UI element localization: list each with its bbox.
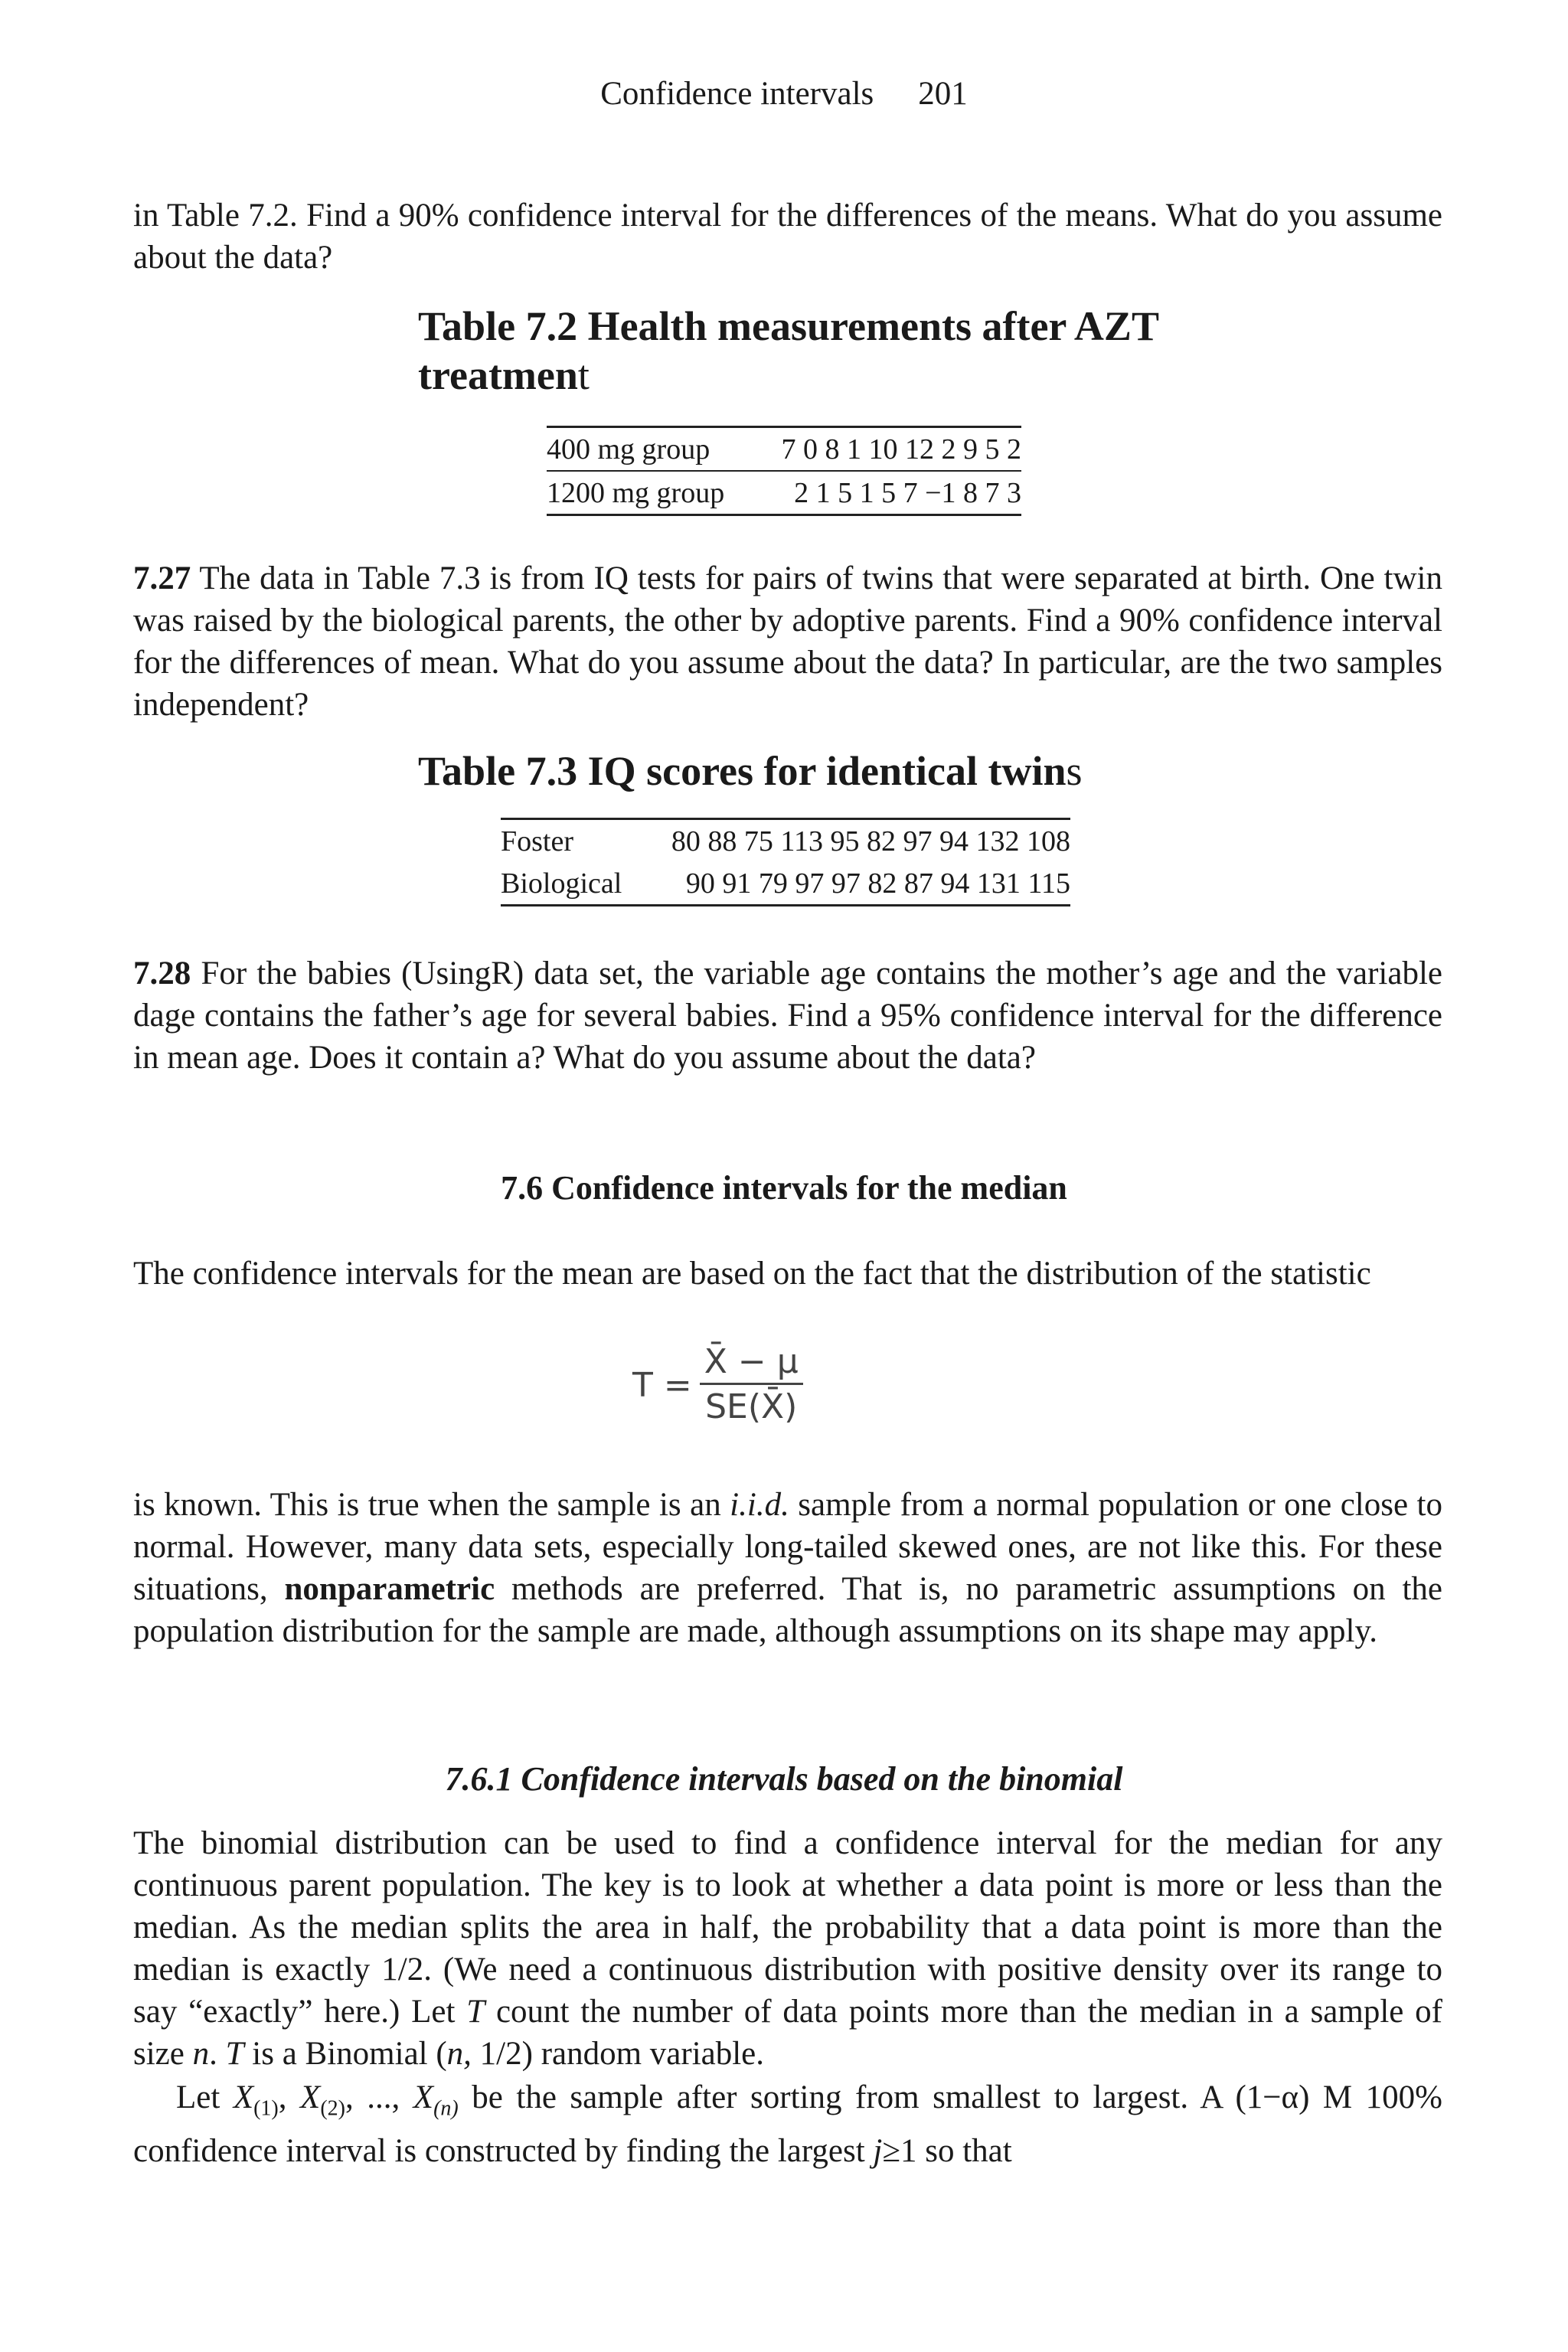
paragraph-binomial [133,1822,1442,2075]
formula-lhs: T = [632,1366,692,1405]
row-values: 7 0 8 1 10 12 2 9 5 2 [781,433,1021,466]
formula-denominator: SE(X̄) [705,1387,798,1426]
math-var: X [300,2079,321,2115]
running-header [0,75,1568,113]
running-title: Confidence intervals [600,76,874,112]
formula-fraction [700,1341,803,1429]
text-run: count the number of data points more than the median in a sample of size [133,1994,1442,2072]
row-values: 2 1 5 1 5 7 −1 8 7 3 [794,476,1021,509]
text-run: 1/2) random variable. [471,2036,765,2072]
text-run: be the sample after sorting from smallest to largest. A (1−α) M 100% confidence interval is constructed by finding the largest [133,2079,1443,2169]
text-run: . [209,2036,226,2072]
exercise-text: The data in Table 7.3 is from IQ tests for pairs of twins that were separated at birth. One twin was raised by the biological parents, the other by adoptive parents. Find a 90% confidence interval for the differences of mean. What do you assume about the data? In particular, are the two samples independent? [133,560,1442,723]
text-run: is known. This is true when the sample is an [133,1487,730,1523]
row-label: Foster [501,825,573,858]
formula-numerator: X̄ − μ [700,1341,803,1385]
table-7-2 [547,426,1021,516]
table-7-2-caption-tail: t [577,352,590,398]
math-var: X [233,2079,254,2115]
subscript: (1) [253,2096,279,2121]
paragraph-mean-based: The confidence intervals for the mean are based on the fact that the distribution of the statistic [133,1256,1371,1292]
table-7-3-caption-tail: s [1066,748,1083,794]
exercise-7-28 [133,952,1442,1079]
math-var: X [413,2079,434,2115]
exercise-number: 7.28 [133,956,191,991]
text-run: ≥1 so that [882,2132,1012,2169]
math-var: n, [446,2036,472,2072]
row-label: Biological [501,867,622,900]
table-7-2-caption-bold: Table 7.2 Health measurements after AZT treatmen [418,303,1158,398]
table-7-3-caption [418,746,1260,795]
table-7-3 [501,818,1070,906]
table-7-2-caption [418,302,1260,400]
math-var: n [192,2036,210,2072]
iid-term: i.i.d. [730,1487,789,1523]
subscript: (2) [320,2096,345,2121]
text-run: , [278,2079,301,2115]
text-run: The binomial distribution can be used to find a confidence interval for the median for any continuous parent population. The key is to look at whether a data point is more or less than the median. As the median splits the area in half, the probability that a data point is more than the median is exactly 1/2. (We need a continuous distribution with positive density over its range to say “exactly” here.) Let [133,1825,1442,2030]
subscript: (n) [433,2096,459,2121]
paragraph-sorted [133,2076,1442,2172]
exercise-text: For the babies (UsingR) data set, the variable age contains the mother’s age and the variable dage contains the father’s age for several babies. Find a 95% confidence interval for the difference in mean age. Does it contain a? What do you assume about the data? [133,956,1442,1076]
nonparametric-term: nonparametric [284,1571,495,1607]
text-run: , ..., [345,2079,413,2115]
table-row [501,819,1070,863]
text-run: methods are preferred. That is, no parametric assumptions on the population distribution for the sample are made, although assumptions on its shape may apply. [133,1571,1442,1649]
row-values: 80 88 75 113 95 82 97 94 132 108 [671,825,1070,858]
t-statistic-formula [632,1341,803,1429]
table-row [547,427,1021,472]
section-title: 7.6 Confidence intervals for the median [501,1169,1067,1207]
math-var: j [873,2132,883,2169]
paragraph-known [133,1484,1442,1652]
table-7-3-caption-bold: Table 7.3 IQ scores for identical twin [418,748,1067,794]
math-var: T [466,1994,485,2030]
text-run: sample from a normal population or one close to normal. However, many data sets, especially long-tailed skewed ones, are not like this. For these situations, [133,1487,1442,1607]
row-label: 1200 mg group [547,476,725,509]
text-run: Let [176,2079,234,2115]
math-var: T [225,2036,244,2072]
table-row [501,862,1070,906]
exercise-number: 7.27 [133,560,191,596]
exercise-7-27 [133,557,1442,726]
subsection-title: 7.6.1 Confidence intervals based on the binomial [445,1760,1123,1798]
page-number: 201 [918,76,968,112]
row-label: 400 mg group [547,433,710,466]
row-values: 90 91 79 97 97 82 87 94 131 115 [685,867,1070,900]
text-run: is a Binomial ( [243,2036,447,2072]
intro-paragraph: in Table 7.2. Find a 90% confidence interval for the differences of the means. What do you assume about the data? [133,198,1442,276]
table-row [547,471,1021,515]
